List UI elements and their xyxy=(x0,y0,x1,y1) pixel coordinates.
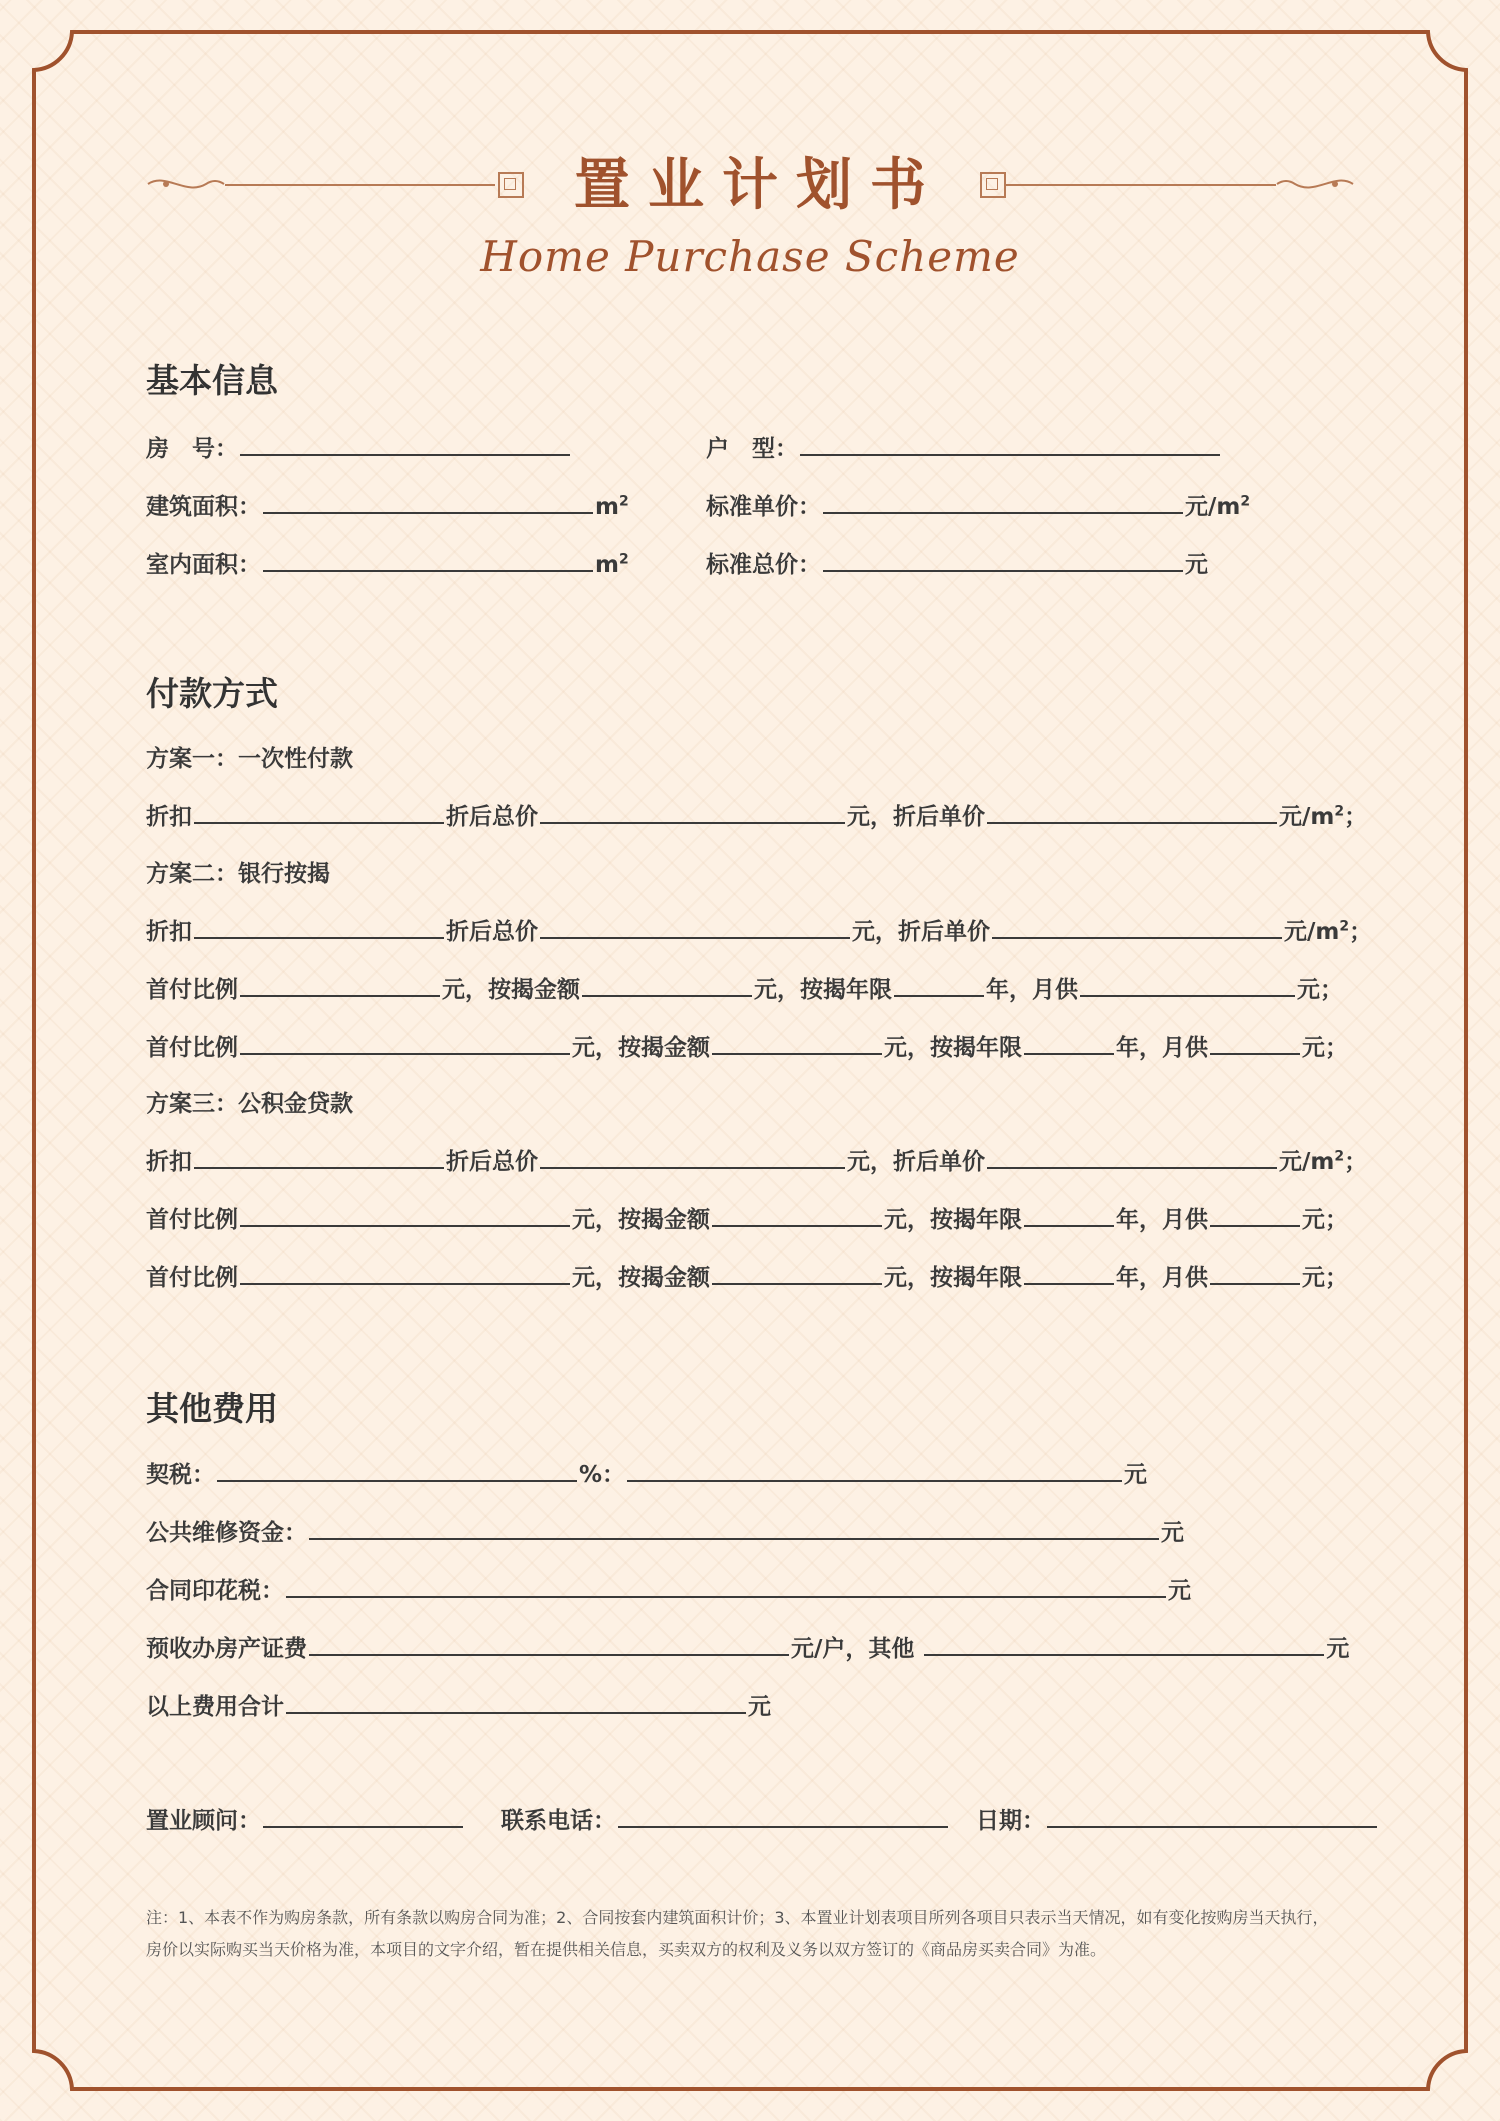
after-total-field[interactable] xyxy=(540,1145,845,1169)
certificate-fee-field[interactable] xyxy=(309,1632,789,1656)
mortgage-years-field[interactable] xyxy=(894,973,984,997)
unit-price-field[interactable] xyxy=(823,490,1183,514)
certificate-fee-row: 预收办房产证费 元/户，其他 元 xyxy=(146,1630,1349,1663)
discount-field[interactable] xyxy=(194,915,444,939)
fees-total-row: 以上费用合计 元 xyxy=(146,1688,771,1721)
mortgage-years-field[interactable] xyxy=(1024,1203,1114,1227)
title-block xyxy=(0,150,1500,281)
page-title: 置业计划书 xyxy=(574,152,944,218)
mortgage-amount-field[interactable] xyxy=(712,1031,882,1055)
monthly-payment-field[interactable] xyxy=(1210,1203,1300,1227)
discount-field[interactable] xyxy=(194,800,444,824)
monthly-payment-field[interactable] xyxy=(1210,1261,1300,1285)
inner-area-row: 室内面积： $m^2$ xyxy=(146,546,629,579)
down-ratio-field[interactable] xyxy=(240,1203,570,1227)
after-unit-field[interactable] xyxy=(987,1145,1277,1169)
fees-total-field[interactable] xyxy=(286,1690,746,1714)
down-ratio-field[interactable] xyxy=(240,973,440,997)
mortgage-years-field[interactable] xyxy=(1024,1031,1114,1055)
total-price-field[interactable] xyxy=(823,548,1183,572)
footnote-line-2: 房价以实际购买当天价格为准，本项目的文字介绍，暂在提供相关信息，买卖双方的权利及义务以双方签订的《商品房买卖合同》为准。 xyxy=(146,1940,1107,1959)
plan2-discount-row: 折扣 折后总价 元，折后单价 元$/m^2$； xyxy=(146,913,1372,946)
mortgage-years-field[interactable] xyxy=(1024,1261,1114,1285)
built-area-field[interactable] xyxy=(263,490,593,514)
after-unit-field[interactable] xyxy=(992,915,1282,939)
footnote-line-1: 注：1、本表不作为购房条款，所有条款以购房合同为准；2、合同按套内建筑面积计价；3、本置业计划表项目所列各项目只表示当天情况，如有变化按购房当天执行， xyxy=(146,1908,1329,1927)
phone-row: 联系电话： xyxy=(501,1802,950,1835)
plan3-discount-row: 折扣 折后总价 元，折后单价 元$/m^2$； xyxy=(146,1143,1367,1176)
stamp-tax-row: 合同印花税： 元 xyxy=(146,1572,1191,1605)
down-ratio-field[interactable] xyxy=(240,1261,570,1285)
built-area-row: 建筑面积： $m^2$ xyxy=(146,488,629,521)
room-no-row: 房 号： xyxy=(146,430,572,463)
basic-info-heading: 基本信息 xyxy=(146,361,278,400)
total-price-row: 标准总价： 元 xyxy=(706,546,1208,579)
deed-tax-rate-field[interactable] xyxy=(217,1458,577,1482)
unit-price-row: 标准单价： 元$/m^2$ xyxy=(706,488,1250,521)
mortgage-amount-field[interactable] xyxy=(712,1261,882,1285)
plan1-discount-row: 折扣 折后总价 元，折后单价 元$/m^2$； xyxy=(146,798,1367,831)
after-unit-field[interactable] xyxy=(987,800,1277,824)
payment-heading: 付款方式 xyxy=(146,674,278,713)
maintenance-fund-row: 公共维修资金： 元 xyxy=(146,1514,1184,1547)
plan3-title: 方案三：公积金贷款 xyxy=(146,1091,353,1117)
monthly-payment-field[interactable] xyxy=(1210,1031,1300,1055)
other-fee-field[interactable] xyxy=(924,1632,1324,1656)
maintenance-fund-field[interactable] xyxy=(309,1516,1159,1540)
house-type-field[interactable] xyxy=(800,432,1220,456)
mortgage-amount-field[interactable] xyxy=(712,1203,882,1227)
house-type-row: 户 型： xyxy=(706,430,1222,463)
plan1-title: 方案一：一次性付款 xyxy=(146,746,353,772)
plan3-down-row-1: 首付比例 元，按揭金额 元，按揭年限 年，月供 元； xyxy=(146,1201,1348,1234)
footnote xyxy=(146,1902,1406,1966)
consultant-row: 置业顾问： xyxy=(146,1802,465,1835)
plan2-down-row-1: 首付比例 元，按揭金额 元，按揭年限 年，月供 元； xyxy=(146,971,1343,1004)
after-total-field[interactable] xyxy=(540,915,850,939)
deed-tax-amount-field[interactable] xyxy=(627,1458,1122,1482)
down-ratio-field[interactable] xyxy=(240,1031,570,1055)
plan2-title: 方案二：银行按揭 xyxy=(146,861,330,887)
stamp-tax-field[interactable] xyxy=(286,1574,1166,1598)
room-no-field[interactable] xyxy=(240,432,570,456)
monthly-payment-field[interactable] xyxy=(1080,973,1295,997)
inner-area-field[interactable] xyxy=(263,548,593,572)
plan3-down-row-2: 首付比例 元，按揭金额 元，按揭年限 年，月供 元； xyxy=(146,1259,1348,1292)
phone-field[interactable] xyxy=(618,1804,948,1828)
consultant-field[interactable] xyxy=(263,1804,463,1828)
other-fees-heading: 其他费用 xyxy=(146,1389,278,1428)
date-field[interactable] xyxy=(1047,1804,1377,1828)
deed-tax-row: 契税： %： 元 xyxy=(146,1456,1147,1489)
page-subtitle: Home Purchase Scheme xyxy=(480,232,1020,281)
mortgage-amount-field[interactable] xyxy=(582,973,752,997)
discount-field[interactable] xyxy=(194,1145,444,1169)
date-row: 日期： xyxy=(976,1802,1379,1835)
after-total-field[interactable] xyxy=(540,800,845,824)
plan2-down-row-2: 首付比例 元，按揭金额 元，按揭年限 年，月供 元； xyxy=(146,1029,1348,1062)
